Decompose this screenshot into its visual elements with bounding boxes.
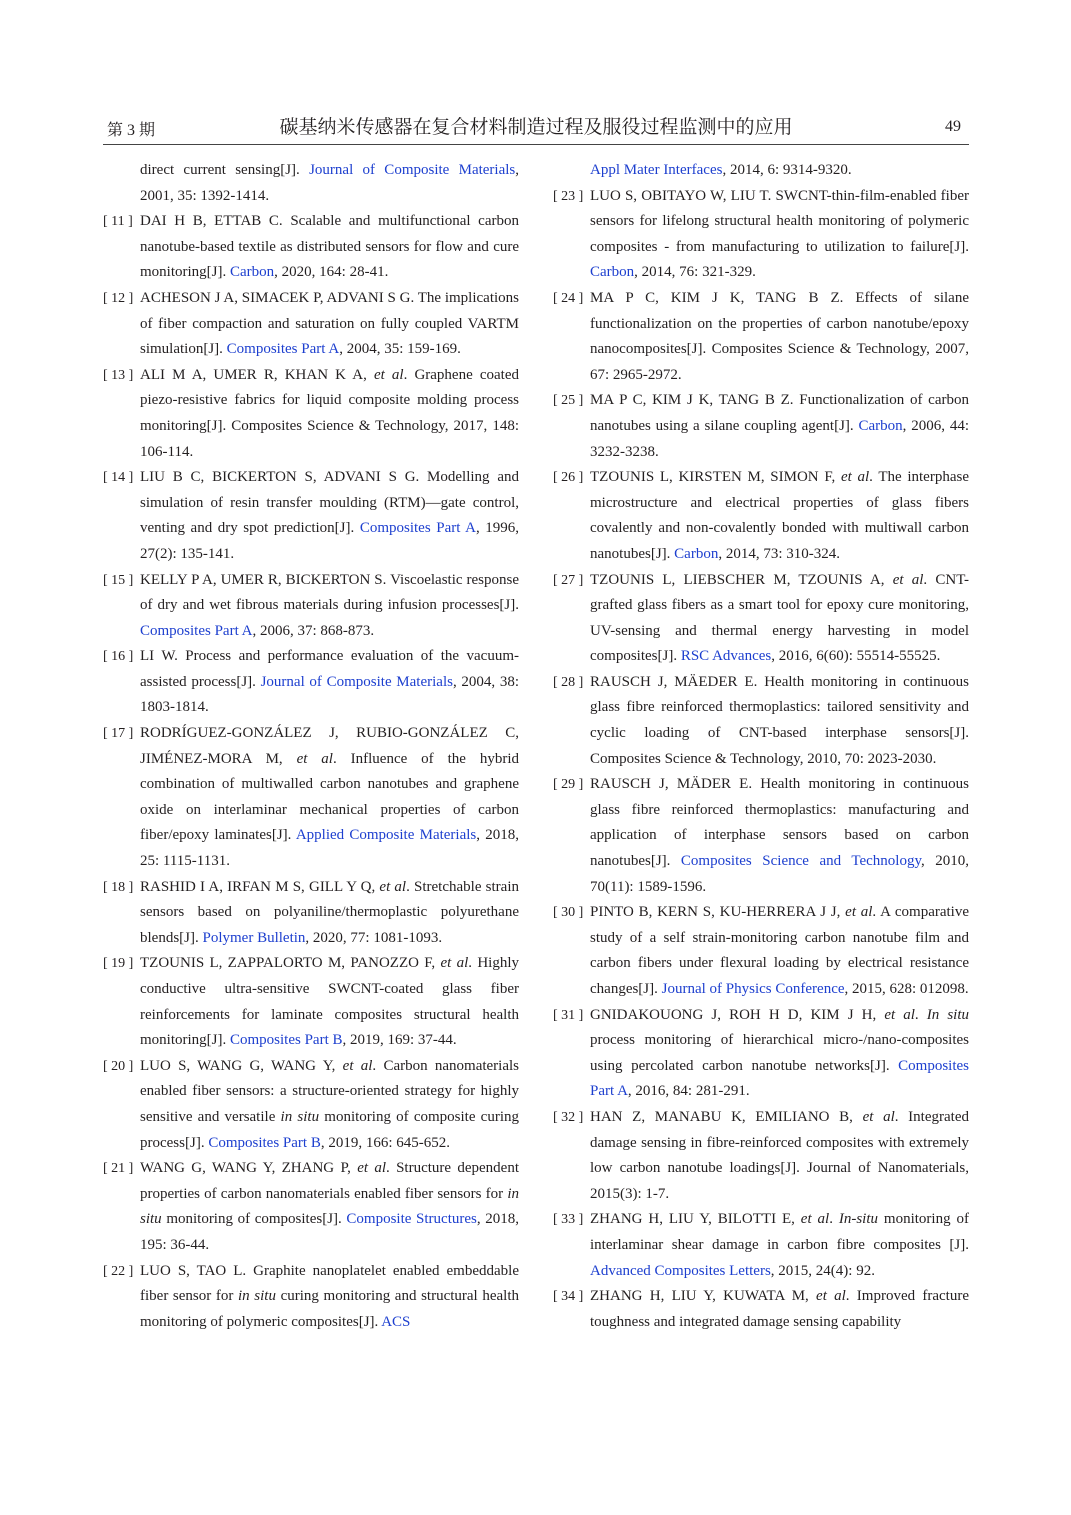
ref-text: , 2015, 628: 012098. bbox=[844, 981, 969, 997]
ref-text: , 2016, 6(60): 55514-55525. bbox=[771, 648, 941, 665]
ref-text: , 2020, 77: 1081-1093. bbox=[305, 929, 443, 946]
ref-text: TZOUNIS L, KIRSTEN M, SIMON F, bbox=[590, 469, 841, 486]
journal-name: Composites Part B bbox=[230, 1032, 343, 1049]
ref-text: MA P C, KIM J K, TANG B Z. Functionalization of carbon nanotubes using a silane coupling agent[J]. bbox=[590, 392, 969, 434]
ref-text: TZOUNIS L, LIEBSCHER M, TZOUNIS A, bbox=[590, 571, 893, 588]
ref-text: , 2006, 37: 868-873. bbox=[252, 622, 375, 639]
ref-text: WANG G, WANG Y, ZHANG P, bbox=[140, 1160, 358, 1177]
reference-continuation bbox=[553, 158, 969, 184]
reference-entry bbox=[103, 1054, 519, 1156]
ref-text: LUO S, OBITAYO W, LIU T. SWCNT-thin-film-enabled fiber sensors for lifelong structural health monitoring of polymeric composites - from manufacturing to utilization to failure[J]. bbox=[590, 187, 969, 255]
reference-entry bbox=[103, 644, 519, 721]
journal-name: Advanced Composites Letters bbox=[590, 1262, 771, 1279]
ref-text: in situ bbox=[238, 1288, 276, 1305]
reference-number: [ 27 ] bbox=[553, 572, 584, 588]
ref-text: , 2019, 169: 37-44. bbox=[342, 1032, 457, 1049]
reference-number: [ 15 ] bbox=[103, 572, 134, 588]
journal-name: Carbon bbox=[590, 264, 635, 281]
ref-text: et al bbox=[862, 1108, 895, 1125]
journal-name: Journal of Composite Materials bbox=[309, 162, 516, 178]
journal-name: Appl Mater Interfaces bbox=[590, 162, 723, 178]
ref-text: MA P C, KIM J K, TANG B Z. Effects of silane functionalization on the properties of carbon nanotube/epoxy nanocomposites[J]. Composites Science & Technology, 2007, 67: 2965-2972. bbox=[590, 289, 969, 383]
ref-text: . bbox=[914, 1006, 927, 1023]
reference-entry bbox=[553, 670, 969, 772]
ref-text: . Influence of the hybrid combination of multiwalled carbon nanotubes and graphene oxide on interlaminar mechanical properties of carbon fiber/epoxy laminates[J]. bbox=[140, 750, 519, 844]
reference-entry bbox=[553, 1105, 969, 1207]
ref-text: et al bbox=[845, 904, 873, 921]
journal-name: ACS bbox=[381, 1313, 411, 1330]
ref-text: process monitoring of hierarchical micro-/nano-composites using percolated carbon nanotube networks[J]. bbox=[590, 1032, 969, 1074]
reference-entry bbox=[103, 363, 519, 465]
ref-text: , 2020, 164: 28-41. bbox=[274, 264, 389, 281]
reference-continuation bbox=[103, 158, 519, 209]
journal-name: Carbon bbox=[858, 417, 903, 434]
ref-text: ACHESON J A, SIMACEK P, ADVANI S G. The implications of fiber compaction and saturation on fully coupled VARTM simulation[J]. bbox=[140, 289, 519, 358]
ref-text: , 2014, 73: 310-324. bbox=[718, 545, 840, 562]
ref-text: ZHANG H, LIU Y, BILOTTI E, bbox=[590, 1211, 801, 1228]
ref-text: monitoring of composites[J]. bbox=[161, 1211, 347, 1228]
ref-text: et al bbox=[296, 750, 333, 767]
ref-text: . Stretchable strain sensors based on polyaniline/thermoplastic polyurethane blends[J]. bbox=[140, 878, 519, 946]
reference-number: [ 16 ] bbox=[103, 649, 134, 665]
ref-text: . The interphase microstructure and electrical properties of glass fibers covalently and non-covalently bonded with multiwall carbon nanotubes[J]. bbox=[590, 469, 969, 562]
journal-name: Journal of Composite Materials bbox=[260, 673, 453, 690]
reference-list bbox=[553, 184, 969, 1336]
ref-text: et al bbox=[800, 1211, 830, 1228]
reference-entry bbox=[553, 1284, 969, 1335]
ref-text: et al bbox=[884, 1006, 915, 1023]
ref-text: , 2014, 76: 321-329. bbox=[634, 264, 756, 281]
journal-name: Carbon bbox=[230, 264, 275, 281]
ref-text: HAN Z, MANABU K, EMILIANO B, bbox=[590, 1108, 863, 1125]
reference-number: [ 26 ] bbox=[553, 470, 584, 486]
reference-number: [ 21 ] bbox=[103, 1161, 134, 1177]
reference-number: [ 20 ] bbox=[103, 1058, 134, 1074]
reference-entry bbox=[553, 1207, 969, 1284]
ref-text: et al bbox=[373, 366, 404, 383]
reference-entry bbox=[103, 1259, 519, 1336]
reference-number: [ 28 ] bbox=[553, 674, 584, 690]
left-column bbox=[103, 158, 519, 1335]
reference-number: [ 29 ] bbox=[553, 777, 584, 793]
ref-text: , 2006, 44: 3232-3238. bbox=[590, 417, 969, 460]
reference-number: [ 17 ] bbox=[103, 726, 134, 742]
reference-entry bbox=[553, 568, 969, 670]
reference-entry bbox=[553, 184, 969, 286]
ref-text: , 2001, 35: 1392-1414. bbox=[140, 162, 519, 204]
ref-text: . Integrated damage sensing in fibre-reinforced composites with extremely low carbon nanotube loadings[J]. Journal of Nanomaterials, 2015(3): 1-7. bbox=[590, 1108, 969, 1202]
ref-text: TZOUNIS L, ZAPPALORTO M, PANOZZO F, bbox=[140, 955, 441, 972]
ref-text: , 2018, 195: 36-44. bbox=[140, 1211, 519, 1253]
reference-entry bbox=[103, 568, 519, 645]
reference-number: [ 18 ] bbox=[103, 879, 134, 895]
ref-text: et al bbox=[816, 1288, 846, 1305]
reference-number: [ 13 ] bbox=[103, 367, 134, 383]
ref-text: . Structure dependent properties of carbon nanomaterials enabled fiber sensors for bbox=[140, 1160, 519, 1202]
ref-text: , 2010, 70(11): 1589-1596. bbox=[590, 853, 970, 895]
ref-text: . A comparative study of a self strain-monitoring carbon nanotube film and carbon fibers under flexural loading by electrical resistance changes[J]. bbox=[590, 904, 969, 997]
reference-number: [ 11 ] bbox=[103, 214, 133, 230]
reference-number: [ 32 ] bbox=[553, 1109, 584, 1125]
reference-number: [ 34 ] bbox=[553, 1289, 584, 1305]
ref-text: . CNT-grafted glass fibers as a smart tool for epoxy cure monitoring, UV-sensing and thermal energy harvesting in model composites[J]. bbox=[590, 571, 969, 665]
reference-number: [ 12 ] bbox=[103, 290, 134, 306]
reference-entry bbox=[553, 465, 969, 567]
ref-text: . Graphene coated piezo-resistive fabrics for liquid composite molding process monitoring[J]. Composites Science & Technology, 2017, 148: 106-114. bbox=[140, 366, 519, 460]
ref-text: . Carbon nanomaterials enabled fiber sensors: a structure-oriented strategy for highly sensitive and versatile bbox=[140, 1057, 519, 1125]
ref-text: In-situ bbox=[838, 1211, 879, 1228]
ref-text: et al bbox=[342, 1057, 373, 1074]
journal-name: Journal of Physics Conference bbox=[661, 981, 845, 997]
ref-text: , 1996, 27(2): 135-141. bbox=[140, 520, 520, 562]
ref-text: RASHID I A, IRFAN M S, GILL Y Q, bbox=[140, 878, 380, 895]
ref-text: monitoring of interlaminar shear damage in carbon fibre composites [J]. bbox=[590, 1211, 969, 1253]
ref-text: direct current sensing[J]. bbox=[140, 162, 310, 178]
reference-entry bbox=[103, 875, 519, 952]
ref-text: RODRÍGUEZ-GONZÁLEZ J, RUBIO-GONZÁLEZ C, JIMÉNEZ-MORA M, bbox=[140, 725, 519, 767]
ref-text: GNIDAKOUONG J, ROH H D, KIM J H, bbox=[590, 1006, 885, 1023]
page-number: 49 bbox=[945, 118, 961, 135]
ref-text: LIU B C, BICKERTON S, ADVANI S G. Modelling and simulation of resin transfer moulding (RTM)—gate control, venting and dry spot prediction[J]. bbox=[140, 469, 519, 537]
reference-number: [ 22 ] bbox=[103, 1263, 134, 1279]
ref-text: . bbox=[829, 1211, 839, 1228]
ref-text: LUO S, TAO L. Graphite nanoplatelet enabled embeddable fiber sensor for bbox=[140, 1262, 519, 1305]
ref-text: , 2018, 25: 1115-1131. bbox=[140, 827, 519, 870]
ref-text: KELLY P A, UMER R, BICKERTON S. Viscoelastic response of dry and wet fibrous materials during infusion processes[J]. bbox=[140, 571, 519, 614]
journal-name: Composites Part A bbox=[226, 341, 340, 358]
ref-text: curing monitoring and structural health monitoring of polymeric composites[J]. bbox=[140, 1288, 519, 1330]
ref-text: In situ bbox=[926, 1006, 970, 1023]
ref-text: PINTO B, KERN S, KU-HERRERA J J, bbox=[590, 904, 846, 921]
ref-text: ZHANG H, LIU Y, KUWATA M, bbox=[590, 1288, 817, 1305]
ref-text: in situ bbox=[280, 1108, 320, 1125]
journal-name: RSC Advances bbox=[680, 648, 772, 665]
reference-entry bbox=[553, 772, 969, 900]
ref-text: , 2016, 84: 281-291. bbox=[627, 1083, 750, 1100]
ref-text: , 2004, 35: 159-169. bbox=[339, 341, 461, 358]
journal-name: Applied Composite Materials bbox=[295, 827, 477, 844]
journal-name: Composites Part B bbox=[208, 1134, 321, 1151]
journal-name: Composites Part A bbox=[359, 520, 476, 537]
ref-text: RAUSCH J, MÄEDER E. Health monitoring in continuous glass fibre reinforced thermoplastics: tailored sensitivity and cyclic loading of CNT-based interphase sensors[J]. Composites Science & Technology, 2010, 70: 2023-2030. bbox=[590, 673, 969, 767]
header-rule bbox=[103, 144, 969, 145]
issue-label: 第 3 期 bbox=[107, 122, 156, 139]
reference-number: [ 33 ] bbox=[553, 1212, 584, 1228]
journal-name: Carbon bbox=[674, 545, 719, 562]
ref-text: et al bbox=[379, 878, 407, 895]
right-column bbox=[553, 158, 969, 1335]
ref-text: et al bbox=[892, 571, 924, 588]
ref-text: DAI H B, ETTAB C. Scalable and multifunctional carbon nanotube-based textile as distributed sensors for flow and cure monitoring[J]. bbox=[140, 213, 519, 281]
reference-number: [ 23 ] bbox=[553, 188, 584, 204]
ref-text: et al bbox=[357, 1160, 386, 1177]
ref-text: LUO S, WANG G, WANG Y, bbox=[140, 1057, 343, 1074]
ref-text: LI W. Process and performance evaluation of the vacuum-assisted process[J]. bbox=[140, 648, 519, 690]
ref-text: . Improved fracture toughness and integrated damage sensing capability bbox=[590, 1288, 969, 1330]
reference-entry bbox=[103, 286, 519, 363]
journal-name: Composites Science and Technology bbox=[680, 853, 921, 870]
journal-name: Composites Part A bbox=[140, 622, 253, 639]
ref-text: , 2019, 166: 645-652. bbox=[320, 1134, 451, 1151]
reference-entry bbox=[103, 209, 519, 286]
reference-number: [ 31 ] bbox=[553, 1007, 584, 1023]
reference-list bbox=[103, 209, 519, 1335]
journal-name: Composites Part A bbox=[590, 1057, 969, 1100]
reference-entry bbox=[553, 900, 969, 1002]
reference-entry bbox=[553, 286, 969, 388]
ref-text: in situ bbox=[140, 1185, 519, 1228]
reference-entry bbox=[553, 1003, 969, 1105]
reference-number: [ 19 ] bbox=[103, 956, 134, 972]
ref-text: et al bbox=[840, 469, 870, 486]
reference-number: [ 25 ] bbox=[553, 393, 584, 409]
reference-number: [ 30 ] bbox=[553, 905, 584, 921]
reference-entry bbox=[103, 951, 519, 1053]
ref-text: , 2014, 6: 9314-9320. bbox=[722, 162, 852, 178]
running-title: 碳基纳米传感器在复合材料制造过程及服役过程监测中的应用 bbox=[279, 117, 793, 138]
reference-entry bbox=[103, 1156, 519, 1258]
ref-text: RAUSCH J, MÄDER E. Health monitoring in continuous glass fibre reinforced thermoplastics: manufacturing and application of interphase sensors based on carbon nanotubes[J]. bbox=[590, 776, 969, 870]
journal-name: Composite Structures bbox=[346, 1211, 477, 1228]
reference-entry bbox=[103, 721, 519, 875]
reference-entry bbox=[103, 465, 519, 567]
journal-name: Polymer Bulletin bbox=[202, 929, 306, 946]
reference-number: [ 14 ] bbox=[103, 470, 134, 486]
reference-entry bbox=[553, 388, 969, 465]
ref-text: , 2004, 38: 1803-1814. bbox=[140, 673, 519, 716]
ref-text: et al bbox=[440, 955, 469, 972]
ref-text: ALI M A, UMER R, KHAN K A, bbox=[140, 366, 374, 383]
reference-number: [ 24 ] bbox=[553, 290, 584, 306]
ref-text: . Highly conductive ultra-sensitive SWCNT-coated glass fiber reinforcements for laminate composites structural health monitoring[J]. bbox=[140, 955, 520, 1049]
ref-text: monitoring of composite curing process[J]. bbox=[140, 1108, 520, 1151]
running-header bbox=[103, 112, 969, 144]
ref-text: , 2015, 24(4): 92. bbox=[770, 1262, 875, 1279]
